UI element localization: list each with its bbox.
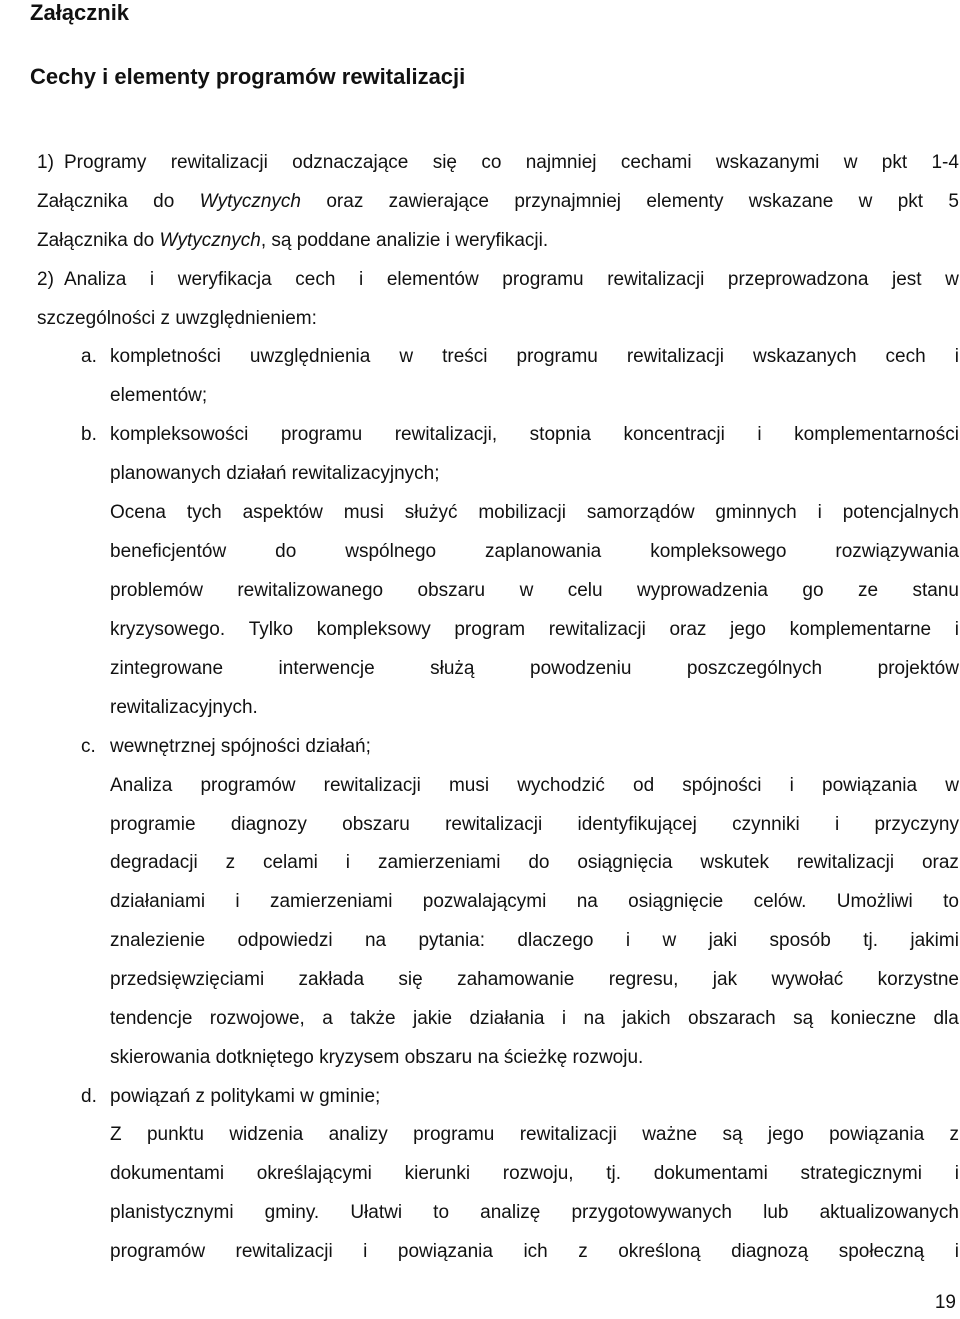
word: i	[149, 269, 155, 290]
word: programów	[110, 1241, 206, 1262]
sub-b-paragraph-line-6: rewitalizacyjnych.	[110, 697, 258, 718]
word: komplementarne	[789, 619, 932, 640]
word: Programy	[64, 152, 147, 173]
word: stanu	[912, 580, 959, 601]
word: zamierzeniami	[269, 891, 393, 912]
word: kompletności	[110, 346, 221, 367]
word: się	[398, 969, 423, 990]
word: rewitalizacji	[519, 1124, 617, 1145]
word: i	[817, 502, 822, 523]
word: przeprowadzona	[727, 269, 869, 290]
word: i	[954, 1241, 959, 1262]
sub-a-marker: a.	[81, 346, 97, 367]
item-2-marker: 2)	[37, 269, 54, 290]
word: diagnozy	[230, 814, 307, 835]
sub-c-paragraph-line-7	[110, 1004, 959, 1034]
item-1-line-3-start: Załącznika do	[37, 230, 160, 251]
word: lub	[763, 1202, 789, 1223]
word: rewitalizacji	[323, 775, 421, 796]
word: do	[528, 852, 550, 873]
word: tych	[186, 502, 222, 523]
word: potencjalnych	[842, 502, 959, 523]
word: oraz	[669, 619, 707, 640]
sub-d-paragraph-line-4	[110, 1237, 959, 1267]
word: pozwalającymi	[422, 891, 547, 912]
word: są	[722, 1124, 743, 1145]
word: poszczególnych	[686, 658, 823, 679]
word: tj.	[606, 1163, 622, 1184]
word: programie	[110, 814, 196, 835]
word: wyprowadzenia	[637, 580, 768, 601]
word: do	[153, 191, 175, 212]
item-1-line-2	[37, 187, 959, 217]
word: Analiza	[64, 269, 127, 290]
word: się	[432, 152, 457, 173]
word: komplementarności	[794, 424, 959, 445]
word: dokumentami	[653, 1163, 768, 1184]
word: zawierające	[388, 191, 489, 212]
word: i	[561, 1008, 567, 1029]
word: cech	[885, 346, 926, 367]
sub-a-line-1	[110, 342, 959, 372]
word: wychodzić	[517, 775, 605, 796]
word: sposób	[769, 930, 831, 951]
word: Załącznika	[37, 191, 128, 212]
word: treści	[442, 346, 488, 367]
sub-d-paragraph-line-3	[110, 1198, 959, 1228]
word: osiągnięcia	[577, 852, 673, 873]
word: elementy	[646, 191, 724, 212]
word: degradacji	[110, 852, 198, 873]
word: jego	[730, 619, 766, 640]
word: strategicznymi	[800, 1163, 922, 1184]
word: programu	[502, 269, 584, 290]
word: jakimi	[910, 930, 959, 951]
word: konieczne	[830, 1008, 917, 1029]
word: programu	[413, 1124, 495, 1145]
word: przynajmniej	[514, 191, 621, 212]
word: Ocena	[110, 502, 166, 523]
word: ze	[857, 580, 879, 601]
word: programu	[516, 346, 598, 367]
word: interwencje	[278, 658, 375, 679]
word: elementów	[386, 269, 479, 290]
word: w	[662, 930, 677, 951]
word: i	[954, 346, 959, 367]
word: samorządów	[586, 502, 695, 523]
sub-c-paragraph-line-5	[110, 926, 959, 956]
item-2-line-1	[64, 265, 959, 295]
word: rewitalizacji	[170, 152, 268, 173]
word: rewitalizacji,	[394, 424, 498, 445]
word: i	[235, 891, 240, 912]
word: koncentracji	[623, 424, 725, 445]
word: beneficjentów	[110, 541, 227, 562]
word: najmniej	[525, 152, 597, 173]
word: rozwojowe,	[209, 1008, 305, 1029]
sub-c-paragraph-line-6	[110, 965, 959, 995]
word: rewitalizacji	[796, 852, 895, 873]
word: cech	[295, 269, 336, 290]
word: społeczną	[838, 1241, 925, 1262]
word: powiązania	[822, 775, 918, 796]
word: go	[802, 580, 824, 601]
page-number: 19	[934, 1292, 956, 1313]
word: w	[399, 346, 414, 367]
word: Tylko	[248, 619, 294, 640]
word: zintegrowane	[110, 658, 224, 679]
word: ważne	[642, 1124, 698, 1145]
word: cechami	[620, 152, 692, 173]
sub-b-paragraph-line-2	[110, 537, 959, 567]
sub-a-line-2: elementów;	[110, 385, 208, 406]
document-heading: Załącznik	[30, 0, 130, 25]
word: obszaru	[342, 814, 410, 835]
word: dla	[933, 1008, 959, 1029]
word: aktualizowanych	[819, 1202, 959, 1223]
word: z	[578, 1241, 588, 1262]
sub-d-line-1: powiązań z politykami w gminie;	[110, 1086, 381, 1107]
word: czynniki	[732, 814, 800, 835]
word: identyfikującej	[577, 814, 697, 835]
word: pkt	[897, 191, 924, 212]
word: to	[433, 1202, 450, 1223]
word: punktu	[146, 1124, 204, 1145]
document-title: Cechy i elementy programów rewitalizacji	[30, 64, 466, 89]
sub-b-paragraph-line-1	[110, 498, 959, 528]
word: Umożliwi	[836, 891, 913, 912]
word: odpowiedzi	[237, 930, 333, 951]
word: z	[225, 852, 236, 873]
word: to	[943, 891, 959, 912]
sub-b-marker: b.	[81, 424, 97, 445]
sub-b-paragraph-line-3	[110, 576, 959, 606]
sub-c-paragraph-line-8: skierowania dotkniętego kryzysem obszaru na ścieżkę rozwoju.	[110, 1047, 644, 1068]
word: 1-4	[931, 152, 959, 173]
word: wspólnego	[345, 541, 437, 562]
word: dokumentami	[110, 1163, 225, 1184]
word: obszaru	[417, 580, 486, 601]
sub-c-paragraph-line-1	[110, 771, 959, 801]
word: spójności	[682, 775, 762, 796]
word: analizę	[480, 1202, 541, 1223]
word: wskazane	[748, 191, 834, 212]
word: do	[275, 541, 297, 562]
word: kompleksowy	[316, 619, 431, 640]
word: w	[858, 191, 873, 212]
word: zamierzeniami	[377, 852, 501, 873]
word: przygotowywanych	[571, 1202, 732, 1223]
word: musi	[343, 502, 384, 523]
word: zakłada	[298, 969, 365, 990]
word: musi	[448, 775, 490, 796]
word: mobilizacji	[478, 502, 566, 523]
word: jaki	[708, 930, 738, 951]
word: rozwoju,	[502, 1163, 574, 1184]
item-1-line-1	[64, 148, 959, 178]
word: i	[954, 1163, 959, 1184]
word: określającymi	[256, 1163, 372, 1184]
word: przyczyny	[874, 814, 959, 835]
word: i	[363, 1241, 368, 1262]
word: Wytycznych	[199, 191, 302, 212]
word: kompleksowego	[650, 541, 787, 562]
word: i	[789, 775, 794, 796]
word: programów	[200, 775, 296, 796]
word: Analiza	[110, 775, 173, 796]
word: tendencje	[110, 1008, 193, 1029]
word: i	[625, 930, 631, 951]
word: Z	[110, 1124, 122, 1145]
word: projektów	[877, 658, 959, 679]
word: pkt	[881, 152, 908, 173]
word: stopnia	[529, 424, 591, 445]
word: są	[793, 1008, 814, 1029]
word: regresu,	[608, 969, 679, 990]
word: programu	[280, 424, 363, 445]
sub-b-line-1	[110, 420, 959, 450]
word: zaplanowania	[485, 541, 602, 562]
word: także	[350, 1008, 396, 1029]
word: i	[834, 814, 840, 835]
word: program	[454, 619, 526, 640]
word: analizy	[328, 1124, 388, 1145]
word: jego	[767, 1124, 804, 1145]
word: określoną	[618, 1241, 701, 1262]
word: powodzeniu	[530, 658, 632, 679]
word: a	[322, 1008, 333, 1029]
word: rewitalizacji	[548, 619, 646, 640]
sub-d-paragraph-line-1	[110, 1120, 959, 1150]
word: powiązania	[397, 1241, 493, 1262]
word: problemów	[110, 580, 203, 601]
word: widzenia	[229, 1124, 304, 1145]
word: rozwiązywania	[835, 541, 959, 562]
sub-d-paragraph-line-2	[110, 1159, 959, 1189]
word: uwzględnienia	[249, 346, 371, 367]
word: osiągnięcie	[628, 891, 724, 912]
word: oraz	[921, 852, 959, 873]
word: weryfikacja	[177, 269, 272, 290]
word: Ułatwi	[350, 1202, 403, 1223]
sub-d-marker: d.	[81, 1086, 97, 1107]
sub-b-paragraph-line-4	[110, 615, 959, 645]
word: kompleksowości	[110, 424, 249, 445]
word: ich	[523, 1241, 548, 1262]
word: oraz	[326, 191, 364, 212]
word: zahamowanie	[457, 969, 575, 990]
word: służą	[430, 658, 475, 679]
sub-c-marker: c.	[81, 736, 96, 757]
word: obszarach	[688, 1008, 776, 1029]
word: odznaczające	[292, 152, 409, 173]
word: co	[481, 152, 502, 173]
word: wskutek	[700, 852, 769, 873]
sub-c-paragraph-line-4	[110, 887, 959, 917]
word: jest	[891, 269, 922, 290]
item-2-line-2: szczególności z uwzględnieniem:	[37, 308, 317, 329]
sub-b-line-2: planowanych działań rewitalizacyjnych;	[110, 463, 440, 484]
word: w	[843, 152, 858, 173]
word: aspektów	[242, 502, 323, 523]
word: działaniami	[110, 891, 206, 912]
word: wywołać	[771, 969, 844, 990]
word: i	[954, 619, 959, 640]
word: wskazanych	[753, 346, 857, 367]
word: rewitalizacji	[607, 269, 705, 290]
word: rewitalizacji	[626, 346, 724, 367]
word: przedsięwzięciami	[110, 969, 265, 990]
word: celami	[262, 852, 318, 873]
word: rewitalizacji	[445, 814, 543, 835]
word: celu	[567, 580, 603, 601]
sub-b-paragraph-line-5	[110, 654, 959, 684]
word: z	[949, 1124, 959, 1145]
word: jak	[712, 969, 738, 990]
word: jakie	[413, 1008, 453, 1029]
word: tj.	[863, 930, 878, 951]
word: w	[519, 580, 534, 601]
word: w	[945, 269, 959, 290]
sub-c-paragraph-line-2	[110, 810, 959, 840]
word: planistycznymi	[110, 1202, 234, 1223]
word: rewitalizowanego	[237, 580, 384, 601]
sub-c-paragraph-line-3	[110, 848, 959, 878]
word: 5	[948, 191, 959, 212]
word: jakich	[622, 1008, 671, 1029]
word: rewitalizacji	[235, 1241, 333, 1262]
word: gminy.	[264, 1202, 320, 1223]
item-1-line-3-end: , są poddane analizie i weryfikacji.	[260, 230, 549, 251]
word: korzystne	[877, 969, 959, 990]
guidelines-reference: Wytycznych	[159, 230, 261, 251]
word: i	[345, 852, 351, 873]
word: na	[364, 930, 387, 951]
word: diagnozą	[731, 1241, 809, 1262]
word: na	[576, 891, 598, 912]
word: służyć	[404, 502, 458, 523]
word: i	[757, 424, 762, 445]
sub-c-line-1: wewnętrznej spójności działań;	[110, 736, 371, 757]
item-1-marker: 1)	[37, 152, 54, 173]
word: od	[633, 775, 655, 796]
word: celów.	[753, 891, 807, 912]
word: wskazanymi	[715, 152, 820, 173]
word: w	[945, 775, 959, 796]
word: i	[359, 269, 364, 290]
word: dlaczego	[517, 930, 594, 951]
word: znalezienie	[110, 930, 206, 951]
word: pytania:	[418, 930, 486, 951]
item-1-line-3	[37, 226, 548, 256]
word: działania	[469, 1008, 545, 1029]
word: gminnych	[715, 502, 797, 523]
word: kierunki	[404, 1163, 471, 1184]
word: na	[583, 1008, 605, 1029]
word: kryzysowego.	[110, 619, 226, 640]
word: powiązania	[829, 1124, 925, 1145]
